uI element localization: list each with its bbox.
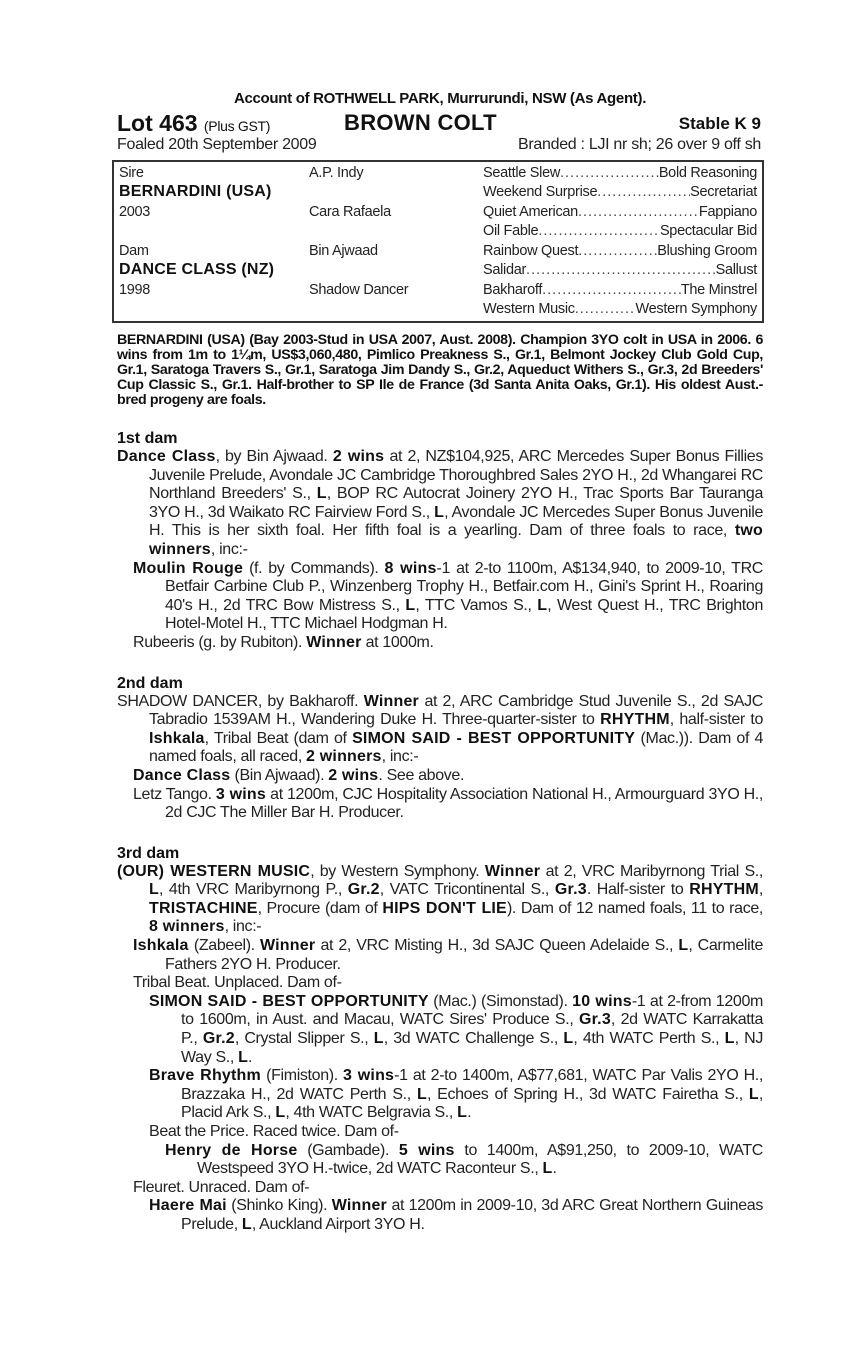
pedigree-great-grandparents — [483, 301, 762, 317]
text-run: , Tribal Beat (dam of — [204, 729, 353, 747]
family-entry — [117, 1142, 763, 1179]
dot-leader — [578, 243, 657, 259]
pedigree-row — [114, 300, 762, 320]
dam-section — [117, 675, 763, 823]
great-grandparent-right: Western Symphony — [635, 301, 757, 318]
bold-text: Winner — [484, 862, 541, 880]
pedigree-parent: 2003 — [119, 203, 151, 220]
dam-section — [117, 430, 763, 653]
pedigree-row — [114, 183, 762, 203]
text-run: , 4th VRC Maribyrnong P., — [158, 881, 348, 899]
text-run: , NJ Way S., — [181, 1030, 763, 1066]
text-run: (Mac.) (Simonstad). — [428, 992, 573, 1010]
family-entry — [117, 560, 763, 634]
pedigree-great-grandparents — [483, 204, 762, 220]
text-run: ). Dam of 12 named foals, 11 to race, — [506, 899, 763, 917]
bold-text: L — [149, 881, 159, 899]
pedigree-great-grandparents — [483, 282, 762, 298]
great-grandparent-left: Weekend Surprise — [483, 184, 598, 201]
pedigree-parent: Dam — [119, 242, 149, 259]
family-entry — [117, 693, 763, 767]
dot-leader — [578, 204, 699, 220]
text-run: , by Western Symphony. — [310, 862, 485, 880]
family-entry — [117, 448, 763, 560]
family-entry — [117, 937, 763, 974]
bold-text: Ishkala — [149, 729, 205, 747]
bold-text: L — [373, 1030, 384, 1048]
bold-text: 2 winners — [306, 748, 382, 766]
great-grandparent-left: Oil Fable — [483, 223, 539, 240]
text-run: , 3d WATC Challenge S., — [383, 1030, 564, 1048]
pedigree-great-grandparents — [483, 262, 762, 278]
bold-text: 2 wins — [332, 448, 385, 465]
bold-text: L — [724, 1030, 735, 1048]
text-run: . Half-sister to — [586, 881, 690, 899]
text-run: , Placid Ark S., — [181, 1085, 763, 1122]
lot-number — [117, 110, 270, 137]
text-run: at 1200m in 2009-10, 3d ARC Great Northern Guineas Prelude, — [181, 1197, 763, 1233]
text-run: at 2, VRC Misting H., 3d SAJC Queen Adelaide S., — [315, 937, 679, 955]
bold-text: L — [678, 937, 689, 955]
family-entry — [117, 767, 763, 786]
bold-text: Gr.2 — [202, 1030, 235, 1048]
text-run: , Procure (dam of — [257, 899, 383, 917]
lot-label: Lot 463 — [117, 110, 198, 136]
great-grandparent-right: Sallust — [715, 262, 757, 279]
family-sections — [117, 430, 763, 1235]
pedigree-row — [114, 202, 762, 222]
great-grandparent-right: Blushing Groom — [657, 242, 757, 259]
pedigree-parent: Sire — [119, 164, 144, 181]
dot-leader — [526, 262, 716, 278]
text-run: , 2d WATC Karrakatta P., — [181, 1011, 763, 1048]
foaled-date: Foaled 20th September 2009 — [117, 136, 317, 153]
text-run: , West Quest H., TRC Brighton Hotel-Motel H., TTC Michael Hodgman H. — [165, 596, 764, 633]
family-entry — [117, 974, 763, 993]
bold-text: Winner — [331, 1197, 387, 1215]
pedigree-row — [114, 280, 762, 300]
bold-text: HIPS DON'T LIE — [382, 899, 507, 917]
text-run: , BOP RC Autocrat Joinery 2YO H., Trac Sports Bar Tauranga 3YO H., 3d Waikato RC Fairview Ford S., — [149, 485, 763, 521]
family-entry — [117, 1123, 763, 1142]
bold-text: Ishkala — [133, 937, 189, 955]
stable-location: Stable K 9 — [678, 114, 761, 133]
pedigree-table — [112, 160, 764, 323]
section-heading: 2nd dam — [117, 674, 183, 692]
great-grandparent-left: Bakharoff — [483, 281, 543, 298]
bold-text: L — [316, 485, 327, 503]
pedigree-parent: BERNARDINI (USA) — [119, 183, 272, 201]
bold-text: RHYTHM — [600, 711, 670, 729]
text-run: at 2, ARC Cambridge Stud Juvenile S., 2d SAJC Tabradio 1539AM H., Wandering Duke H. Three-quarter-sister to — [149, 692, 763, 729]
text-run: , inc:- — [381, 748, 419, 766]
text-run: SHADOW DANCER, by Bakharoff. — [117, 692, 364, 710]
great-grandparent-left: Western Music — [483, 301, 575, 318]
text-run: Rubeeris (g. by Rubiton). — [133, 633, 307, 651]
pedigree-row — [114, 241, 762, 261]
bold-text: Brave Rhythm — [149, 1067, 261, 1085]
bold-text: two winners — [149, 522, 763, 558]
text-run: , inc:- — [224, 918, 262, 936]
text-run: (f. by Commands). — [243, 559, 385, 577]
text-run: , VATC Tricontinental S., — [379, 881, 555, 899]
bold-text: L — [563, 1030, 574, 1048]
great-grandparent-right: Fappiano — [698, 203, 757, 220]
text-run: , Avondale JC Mercedes Super Bonus Juvenile H. This is her sixth foal. Her fifth foal is a yearling. Dam of three foals to race, — [149, 503, 763, 540]
bold-text: Gr.3 — [578, 1011, 611, 1029]
pedigree-great-grandparents — [483, 223, 762, 239]
text-run: to 1400m, A$91,250, to 2009-10, WATC Westspeed 3YO H.-twice, 2d WATC Raconteur S., — [197, 1141, 763, 1178]
pedigree-row — [114, 261, 762, 281]
text-run: at 1200m, CJC Hospitality Association National H., Armourguard 3YO H., 2d CJC The Miller Bar H. Producer. — [165, 785, 763, 822]
text-run: (Gambade). — [297, 1141, 399, 1159]
brand-info: Branded : LJI nr sh; 26 over 9 off sh — [518, 136, 761, 153]
pedigree-row — [114, 163, 762, 183]
pedigree-grandparent: Bin Ajwaad — [309, 242, 378, 259]
text-run: (Mac.)). Dam of 4 named foals, all raced, — [149, 729, 764, 766]
bold-text: (OUR) WESTERN MUSIC — [117, 862, 311, 880]
gst-note: (Plus GST) — [203, 118, 271, 134]
pedigree-great-grandparents — [483, 165, 762, 181]
text-run: -1 at 2-to 1100m, A$134,940, to 2009-10, TRC Betfair Carbine Club P., Winzenberg Trophy H., Betfair.com H., Gini's Sprint H., Roaring 40's H., 2d TRC Bow Mistress S., — [165, 559, 763, 614]
great-grandparent-left: Salidar — [483, 262, 527, 279]
section-heading: 3rd dam — [117, 844, 180, 862]
text-run: , by Bin Ajwaad. — [215, 448, 333, 465]
pedigree-row — [114, 222, 762, 242]
dot-leader — [538, 223, 660, 239]
text-run: -1 at 2-to 1400m, A$77,681, WATC Par Valis 2YO H., Brazzaka H., 2d WATC Perth S., — [181, 1067, 763, 1103]
section-heading: 1st dam — [117, 430, 178, 447]
pedigree-grandparent: Shadow Dancer — [309, 281, 409, 298]
bold-text: RHYTHM — [689, 881, 759, 899]
text-run: , inc:- — [210, 540, 248, 558]
bold-text: L — [434, 503, 445, 521]
sire-summary: BERNARDINI (USA) (Bay 2003-Stud in USA 2007, Aust. 2008). Champion 3YO colt in USA in 2006. 6 wins from 1m to 1¼m, US$3,060,480, Pimlico Preakness S., Gr.1, Belmont Jockey Club Gold Cup, Gr.1, Saratoga Travers S., Gr.1, Saratoga Jim Dandy S., Gr.2, Aqueduct Withers S., Gr.3, 2d Breeders' Cup Classic S., Gr.1. Half-brother to SP Ile de France (3d Santa Anita Oaks, Gr.1). His oldest Aust.-bred progeny are foals. — [117, 332, 763, 408]
text-run: . — [467, 1104, 472, 1122]
bold-text: 3 wins — [215, 785, 267, 803]
bold-text: Haere Mai — [149, 1197, 227, 1215]
bold-text: L — [238, 1048, 249, 1066]
bold-text: L — [457, 1104, 468, 1122]
text-run: -1 at 2-from 1200m to 1600m, in Aust. and Macau, WATC Sires' Produce S., — [181, 992, 763, 1029]
bold-text: SIMON SAID - BEST OPPORTUNITY — [352, 729, 636, 747]
great-grandparent-left: Seattle Slew — [483, 164, 560, 181]
bold-text: Winner — [306, 633, 362, 651]
pedigree-great-grandparents — [483, 243, 762, 259]
text-run: , Carmelite Fathers 2YO H. Producer. — [165, 937, 763, 973]
dot-leader — [597, 184, 690, 200]
text-run: , 4th WATC Perth S., — [573, 1030, 725, 1048]
dot-leader — [542, 282, 681, 298]
bold-text: SIMON SAID - BEST OPPORTUNITY — [149, 992, 429, 1010]
bold-text: 5 wins — [398, 1141, 455, 1159]
dot-leader — [575, 301, 636, 317]
bold-text: Winner — [260, 937, 316, 955]
vendor-account: Account of ROTHWELL PARK, Murrurundi, NSW (As Agent). — [233, 90, 647, 107]
bold-text: 8 winners — [149, 918, 225, 936]
family-entry — [117, 993, 763, 1067]
text-run: . — [248, 1048, 253, 1066]
text-run: (Fimiston). — [260, 1067, 343, 1085]
bold-text: 8 wins — [384, 559, 437, 577]
great-grandparent-left: Rainbow Quest — [483, 242, 579, 259]
family-entry — [117, 1179, 763, 1198]
bold-text: 10 wins — [572, 992, 632, 1010]
bold-text: L — [542, 1160, 553, 1178]
bold-text: 3 wins — [342, 1067, 395, 1085]
pedigree-great-grandparents — [483, 184, 762, 200]
great-grandparent-right: Secretariat — [690, 184, 757, 201]
text-run: (Zabeel). — [188, 937, 260, 955]
text-run: Letz Tango. — [133, 785, 216, 803]
bold-text: L — [241, 1215, 252, 1233]
pedigree-grandparent: Cara Rafaela — [309, 203, 391, 220]
text-run: at 2, VRC Maribyrnong Trial S., — [540, 862, 763, 880]
text-run: , Crystal Slipper S., — [234, 1030, 374, 1048]
text-run: . — [552, 1160, 557, 1178]
bold-text: Gr.2 — [347, 881, 380, 899]
text-run: , 4th WATC Belgravia S., — [285, 1104, 458, 1122]
pedigree-grandparent: A.P. Indy — [309, 164, 364, 181]
bold-text: Gr.3 — [554, 881, 587, 899]
text-run: (Bin Ajwaad). — [230, 766, 329, 784]
pedigree-parent: DANCE CLASS (NZ) — [119, 261, 275, 279]
text-run: , half-sister to — [669, 711, 763, 729]
dam-section — [117, 845, 763, 1235]
bold-text: TRISTACHINE — [149, 899, 258, 917]
bold-text: Henry de Horse — [165, 1141, 298, 1159]
bold-text: 2 wins — [328, 766, 379, 784]
bold-text: Moulin Rouge — [133, 559, 244, 577]
family-entry — [117, 786, 763, 823]
family-entry — [117, 634, 763, 653]
horse-title: BROWN COLT — [344, 110, 497, 135]
family-entry — [117, 1067, 763, 1123]
text-run: , Echoes of Spring H., 3d WATC Fairetha S., — [426, 1085, 749, 1103]
great-grandparent-right: Bold Reasoning — [658, 164, 757, 181]
bold-text: L — [416, 1085, 427, 1103]
text-run: at 2, NZ$104,925, ARC Mercedes Super Bonus Fillies Juvenile Prelude, Avondale JC Cambridge Thoroughbred Sales 2YO H., 2d Whangarei RC Northland Breeders' S., — [149, 448, 764, 503]
foaling-info — [117, 134, 763, 156]
text-run: . See above. — [378, 766, 465, 784]
great-grandparent-right: The Minstrel — [680, 281, 757, 298]
bold-text: Dance Class — [117, 448, 216, 465]
bold-text: L — [405, 596, 416, 614]
dot-leader — [560, 165, 659, 181]
text-run: Beat the Price. Raced twice. Dam of- — [149, 1123, 399, 1140]
text-run: , — [758, 881, 763, 899]
text-run: , TTC Vamos S., — [415, 596, 538, 614]
text-run: Fleuret. Unraced. Dam of- — [133, 1178, 310, 1196]
lot-line — [117, 110, 763, 134]
catalogue-page — [117, 90, 763, 1235]
text-run: , Auckland Airport 3YO H. — [251, 1215, 425, 1233]
family-entry — [117, 863, 763, 937]
family-entry — [117, 1197, 763, 1234]
bold-text: L — [537, 596, 548, 614]
text-run: Tribal Beat. Unplaced. Dam of- — [133, 974, 342, 992]
bold-text: Dance Class — [133, 766, 231, 784]
text-run: at 1000m. — [361, 633, 434, 651]
bold-text: L — [275, 1104, 286, 1122]
bold-text: Winner — [363, 692, 419, 710]
pedigree-parent: 1998 — [119, 281, 151, 298]
great-grandparent-right: Spectacular Bid — [659, 223, 757, 240]
great-grandparent-left: Quiet American — [483, 203, 578, 220]
bold-text: L — [748, 1085, 759, 1103]
text-run: (Shinko King). — [226, 1197, 332, 1215]
